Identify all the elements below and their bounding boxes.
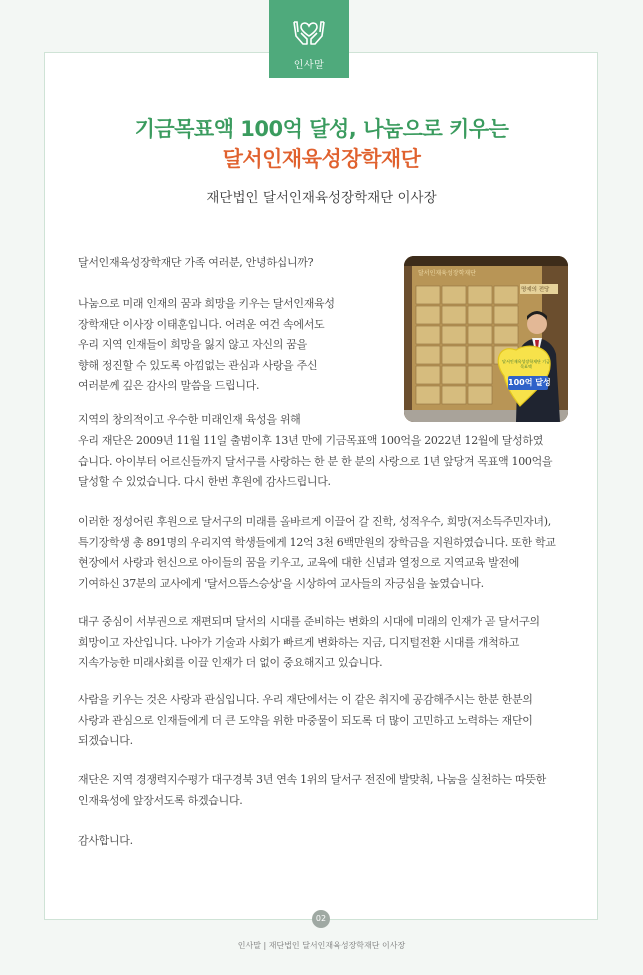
text-line: 인재육성에 앞장서도록 하겠습니다. — [78, 793, 243, 807]
section-tab — [269, 0, 349, 78]
text-line: 현장에서 사랑과 헌신으로 아이들의 꿈을 키우고, 교육에 대한 신념과 열정으로 지역교육 발전에 — [78, 556, 520, 569]
placard-big-text: 100억 달성 — [508, 378, 551, 387]
text-line: 나눔으로 미래 인재의 꿈과 희망을 키우는 달서인재육성 — [78, 297, 335, 310]
photo-illustration — [404, 256, 568, 422]
paragraph-intro — [78, 294, 340, 397]
placard-small-text: 달서인재육성장학재단 기금 목표액 — [502, 359, 550, 369]
text-line: 여러분께 깊은 감사의 말씀을 드립니다. — [78, 379, 260, 392]
text-line: 습니다. 아이부터 어르신들까지 달서구를 사랑하는 한 분 한 분의 사랑으로 1년 앞당겨 목표액 100억을 — [78, 454, 553, 468]
text-line: 사람을 키우는 것은 사랑과 관심입니다. 우리 재단에서는 이 같은 취지에 공감해주시는 한분 한분의 — [78, 693, 533, 706]
paragraph-future — [78, 612, 568, 674]
text-line: 우리 재단은 2009년 11월 11일 출범이후 13년 만에 기금목표액 100억을 2022년 12월에 달성하였 — [78, 434, 544, 447]
photo-board-text: 명예의 전당 — [521, 287, 550, 293]
text-line: 대구 중심이 서부권으로 재편되며 달서의 시대를 준비하는 변화의 시대에 미래의 인재가 곧 달서구의 — [78, 615, 540, 628]
page-number: 02 — [312, 910, 330, 928]
text-line: 지역의 창의적이고 우수한 미래인재 육성을 위해 — [78, 413, 301, 426]
text-line: 이러한 정성어린 후원으로 달서구의 미래를 올바르게 이끌어 갈 진학, 성적우수, 희망(저소득주민자녀), — [78, 515, 551, 528]
chairman-photo — [404, 256, 568, 422]
title-line-2: 달서인재육성장학재단 — [222, 147, 421, 171]
text-line: 향해 정진할 수 있도록 아낌없는 관심과 사랑을 주신 — [78, 358, 318, 372]
text-line: 재단은 지역 경쟁력지수평가 대구경북 3년 연속 1위의 달서구 전진에 발맞춰, 나눔을 실천하는 따뜻한 — [78, 773, 546, 786]
photo-sign-text: 달서인재육성장학재단 — [418, 270, 476, 277]
paragraph-goal — [78, 431, 568, 493]
text-line: 우리 지역 인재들이 희망을 잃지 않고 자신의 꿈을 — [78, 338, 307, 351]
paragraph-scholarship — [78, 512, 568, 594]
paragraph-commitment — [78, 770, 568, 811]
text-line: 장학재단 이사장 이태훈입니다. 어려운 여건 속에서도 — [78, 317, 325, 331]
text-line: 달서인재육성장학재단 가족 여러분, 안녕하십니까? — [78, 256, 314, 269]
text-line: 사랑과 관심으로 인재들에게 더 큰 도약을 위한 마중물이 되도록 더 많이 고민하고 노력하는 재단이 — [78, 713, 533, 727]
text-line: 되겠습니다. — [78, 734, 133, 747]
hands-heart-icon — [289, 12, 329, 52]
text-line: 희망이고 자산입니다. 나아가 기술과 사회가 빠르게 변화하는 지금, 디지털전환 시대를 개척하고 — [78, 635, 520, 649]
text-line: 달성할 수 있었습니다. 다시 한번 후원에 감사드립니다. — [78, 475, 331, 488]
footer-caption: 인사말 | 재단법인 달서인재육성장학재단 이사장 — [237, 941, 406, 950]
paragraph-goal-first-line — [78, 410, 340, 431]
text-line: 특기장학생 총 891명의 우리지역 학생들에게 12억 3천 6백만원의 장학금을 지원하였습니다. 또한 학교 — [78, 535, 556, 549]
paragraph-greeting — [78, 253, 340, 274]
tab-label: 인사말 — [293, 60, 325, 71]
paragraph-thanks — [78, 831, 568, 852]
title-line-1: 기금목표액 100억 달성, 나눔으로 키우는 — [134, 117, 509, 141]
paragraph-love — [78, 690, 568, 752]
text-line: 기여하신 37분의 교사에게 '달서으뜸스승상'을 시상하여 교사들의 자긍심을 높였습니다. — [78, 576, 484, 590]
text-line: 지속가능한 미래사회를 이끌 인재가 더 없이 중요해지고 있습니다. — [78, 656, 383, 669]
text-line: 감사합니다. — [78, 834, 133, 847]
subtitle: 재단법인 달서인재육성장학재단 이사장 — [206, 190, 437, 206]
